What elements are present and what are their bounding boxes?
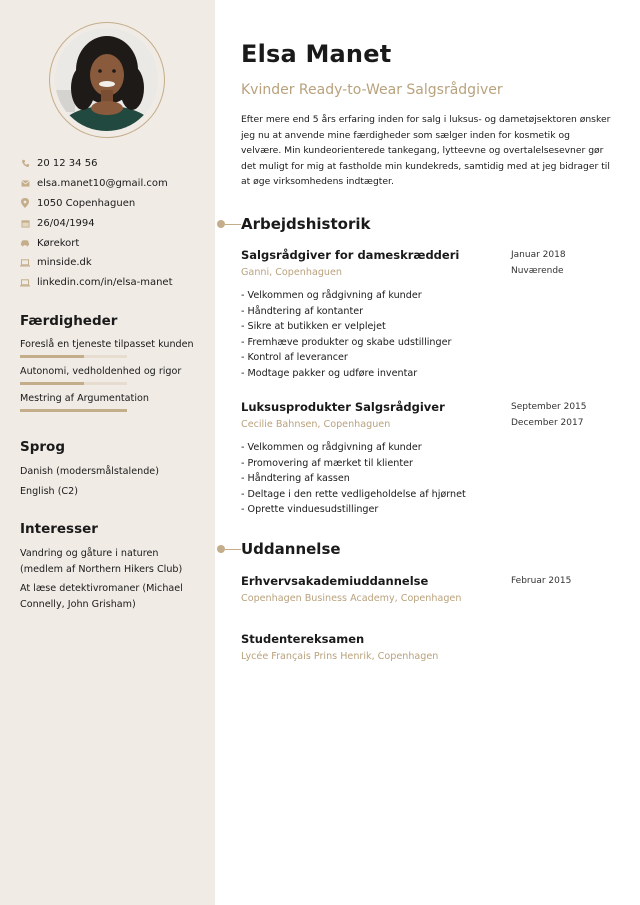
contact-linkedin — [20, 273, 210, 293]
responsibility-text: Håndtering af kassen — [247, 473, 350, 485]
responsibility-text: Velkommen og rådgivning af kunder — [247, 290, 422, 301]
responsibility-item — [241, 304, 616, 320]
job-title: Luksusprodukter Salgsrådgiver — [241, 400, 445, 414]
language-item: English (C2) — [20, 486, 78, 497]
job-date — [511, 248, 601, 279]
mail-icon — [20, 179, 30, 189]
job-employer: Cecilie Bahnsen, Copenhaguen — [241, 419, 391, 430]
linkedin-text[interactable]: linkedin.com/in/elsa-manet — [37, 277, 173, 289]
laptop-icon — [20, 278, 30, 288]
skill-level-fill — [20, 355, 84, 358]
timeline-line — [225, 549, 241, 550]
email-text: elsa.manet10@gmail.com — [37, 178, 168, 190]
language-item: Danish (modersmålstalende) — [20, 466, 159, 477]
skill-item — [20, 366, 205, 385]
job-entry — [241, 400, 616, 518]
candidate-title: Kvinder Ready-to-Wear Salgsrådgiver — [241, 82, 503, 98]
responsibility-text: Sikre at butikken er velplejet — [247, 321, 386, 333]
skill-label: Autonomi, vedholdenhed og rigor — [20, 366, 182, 377]
profile-summary: Efter mere end 5 års erfaring inden for salg i luksus- og dametøjsektoren ønsker jeg nu at anvende mine færdigheder som sælger inden for kosmetik og velvære. Min kundeorienterede tankegang, lytteevne og overtalelsesevner gør det muligt for mig at fastholde min kundekreds, samtidig med at jeg bidrager til at øge virksomhedens indtægter. — [241, 114, 611, 188]
bullet-dash: - — [241, 457, 248, 469]
portrait-illustration — [55, 28, 158, 131]
responsibility-item — [241, 366, 616, 382]
education-heading — [217, 540, 341, 558]
profile-photo-frame — [49, 22, 165, 138]
contact-phone — [20, 154, 210, 174]
skills-heading: Færdigheder — [20, 313, 118, 329]
education-school: Copenhagen Business Academy, Copenhagen — [241, 593, 462, 604]
bullet-dash: - — [241, 336, 248, 348]
responsibility-text: Deltage i den rette vedligeholdelse af hjørnet — [247, 488, 466, 500]
skill-label: Foreslå en tjeneste tilpasset kunden — [20, 339, 194, 350]
bullet-dash: - — [241, 290, 248, 301]
job-entry — [241, 248, 616, 382]
job-date-start: Januar 2018 — [511, 250, 566, 260]
work-history-heading — [217, 215, 370, 233]
candidate-name: Elsa Manet — [241, 40, 392, 68]
responsibility-item — [241, 471, 616, 487]
contact-website — [20, 253, 210, 273]
bullet-dash: - — [241, 488, 248, 500]
interest-item: Vandring og gåture i naturen (medlem af Northern Hikers Club) — [20, 548, 183, 575]
contact-email — [20, 174, 210, 194]
bullet-dash: - — [241, 367, 248, 379]
education-heading-text: Uddannelse — [241, 540, 341, 558]
profile-photo — [55, 28, 158, 131]
responsibility-item — [241, 502, 616, 518]
skill-level-fill — [20, 382, 84, 385]
responsibility-item — [241, 456, 616, 472]
license-text: Kørekort — [37, 237, 80, 249]
contact-list — [20, 154, 210, 293]
timeline-line — [225, 224, 241, 225]
responsibility-item — [241, 288, 616, 304]
bullet-dash: - — [241, 305, 248, 317]
languages-section — [20, 439, 205, 502]
skill-item — [20, 393, 205, 412]
interests-section — [20, 521, 205, 613]
skill-level-bar — [20, 382, 127, 385]
bullet-dash: - — [241, 321, 248, 333]
responsibility-text: Velkommen og rådgivning af kunder — [247, 442, 422, 453]
contact-address — [20, 194, 210, 214]
sidebar — [0, 0, 215, 905]
skills-section — [20, 313, 205, 420]
birthdate-text: 26/04/1994 — [37, 217, 95, 229]
website-text[interactable]: minside.dk — [37, 257, 92, 269]
skill-level-bar — [20, 355, 127, 358]
contact-birthdate — [20, 213, 210, 233]
job-responsibilities — [241, 288, 616, 382]
responsibility-text: Modtage pakker og udføre inventar — [247, 367, 418, 379]
job-employer: Ganni, Copenhaguen — [241, 267, 342, 278]
education-title: Erhvervsakademiuddannelse — [241, 574, 429, 588]
responsibility-text: Promovering af mærket til klienter — [247, 457, 413, 469]
education-title: Studentereksamen — [241, 632, 365, 646]
job-date-start: September 2015 — [511, 402, 587, 412]
education-entry — [241, 574, 616, 604]
location-pin-icon — [20, 198, 30, 208]
responsibility-item — [241, 440, 616, 456]
job-responsibilities — [241, 440, 616, 518]
skill-item — [20, 339, 205, 358]
education-date-text: Februar 2015 — [511, 576, 572, 586]
phone-text: 20 12 34 56 — [37, 158, 98, 170]
timeline-dot-icon — [217, 545, 225, 553]
car-icon — [20, 238, 30, 248]
interests-heading: Interesser — [20, 521, 98, 537]
responsibility-item — [241, 350, 616, 366]
contact-license — [20, 233, 210, 253]
responsibility-item — [241, 319, 616, 335]
interest-item: At læse detektivromaner (Michael Connelly, John Grisham) — [20, 583, 183, 610]
calendar-icon — [20, 218, 30, 228]
work-heading-text: Arbejdshistorik — [241, 215, 371, 233]
job-date-end: December 2017 — [511, 417, 584, 428]
responsibility-item — [241, 487, 616, 503]
responsibility-text: Fremhæve produkter og skabe udstillinger — [247, 336, 452, 348]
skills-list — [20, 339, 205, 412]
timeline-dot-icon — [217, 220, 225, 228]
job-title: Salgsrådgiver for dameskrædderi — [241, 248, 460, 262]
laptop-icon — [20, 258, 30, 268]
bullet-dash: - — [241, 442, 248, 453]
bullet-dash: - — [241, 352, 248, 364]
responsibility-text: Håndtering af kontanter — [247, 305, 364, 317]
languages-heading: Sprog — [20, 439, 65, 455]
bullet-dash: - — [241, 504, 248, 516]
phone-icon — [20, 159, 30, 169]
bullet-dash: - — [241, 473, 248, 485]
skill-level-fill — [20, 409, 127, 412]
education-school: Lycée Français Prins Henrik, Copenhagen — [241, 651, 439, 662]
job-date-end: Nuværende — [511, 265, 564, 276]
responsibility-text: Kontrol af leverancer — [247, 352, 348, 364]
education-entry — [241, 632, 616, 662]
responsibility-item — [241, 335, 616, 351]
education-date — [511, 574, 601, 590]
skill-level-bar — [20, 409, 127, 412]
skill-label: Mestring af Argumentation — [20, 393, 149, 404]
responsibility-text: Oprette vinduesudstillinger — [247, 504, 379, 516]
job-date — [511, 400, 601, 431]
address-text: 1050 Copenhaguen — [37, 197, 136, 209]
